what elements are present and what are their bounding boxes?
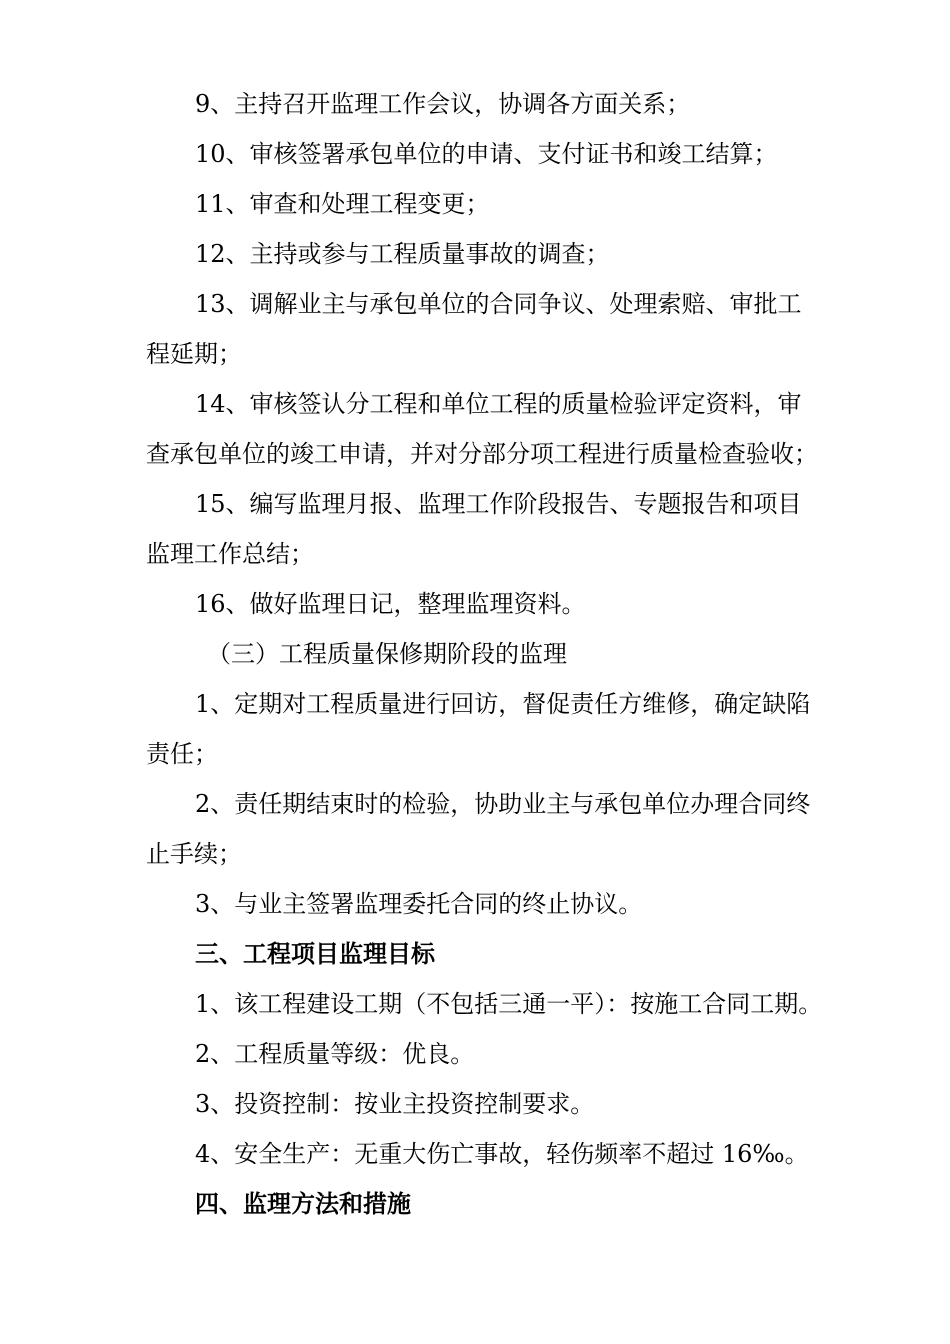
paragraph-line: 三、工程项目监理目标 <box>195 939 435 968</box>
paragraph-line: 15、编写监理月报、监理工作阶段报告、专题报告和项目 <box>195 490 802 518</box>
goal-item-4 <box>146 1129 846 1179</box>
list-item-15 <box>146 479 846 579</box>
paragraph-line: 16、做好监理日记，整理监理资料。 <box>195 590 586 618</box>
paragraph-line: 止手续； <box>146 840 242 868</box>
paragraph-line: 四、监理方法和措施 <box>195 1189 411 1218</box>
paragraph-line: 9、主持召开监理工作会议，协调各方面关系； <box>195 90 691 118</box>
paragraph-line: 4、安全生产：无重大伤亡事故，轻伤频率不超过 16‰。 <box>195 1140 809 1168</box>
paragraph-line: 查承包单位的竣工申请，并对分部分项工程进行质量检查验收； <box>146 440 818 468</box>
paragraph-line: 程延期； <box>146 340 242 368</box>
paragraph-line: 10、审核签署承包单位的申请、支付证书和竣工结算； <box>195 140 778 168</box>
paragraph-line: 12、主持或参与工程质量事故的调查； <box>195 240 610 268</box>
paragraph-line: 监理工作总结； <box>146 540 314 568</box>
goal-item-1 <box>146 979 846 1029</box>
list-item-13 <box>146 279 846 379</box>
list-item-14 <box>146 379 846 479</box>
goal-item-2 <box>146 1029 846 1079</box>
paragraph-line: 11、审查和处理工程变更； <box>195 190 490 218</box>
paragraph-line: 3、与业主签署监理委托合同的终止协议。 <box>195 890 643 918</box>
list-item-warranty-2 <box>146 779 846 879</box>
paragraph-line: 1、定期对工程质量进行回访，督促责任方维修，确定缺陷 <box>195 690 811 718</box>
list-item-16 <box>146 579 846 629</box>
goal-item-3 <box>146 1079 846 1129</box>
paragraph-line: 13、调解业主与承包单位的合同争议、处理索赔、审批工 <box>195 290 802 318</box>
paragraph-line: 14、审核签认分工程和单位工程的质量检验评定资料，审 <box>195 390 802 418</box>
list-item-9 <box>146 79 846 129</box>
paragraph-line: 1、该工程建设工期（不包括三通一平）：按施工合同工期。 <box>195 990 823 1018</box>
section-heading-4 <box>146 1179 846 1229</box>
paragraph-line: 3、投资控制：按业主投资控制要求。 <box>195 1090 595 1118</box>
list-item-12 <box>146 229 846 279</box>
list-item-10 <box>146 129 846 179</box>
paragraph-line: （三）工程质量保修期阶段的监理 <box>207 640 567 668</box>
paragraph-line: 2、工程质量等级：优良。 <box>195 1040 475 1068</box>
paragraph-line: 责任； <box>146 740 218 768</box>
list-item-warranty-3 <box>146 879 846 929</box>
paragraph-line: 2、责任期结束时的检验，协助业主与承包单位办理合同终 <box>195 790 811 818</box>
section-heading-3 <box>146 929 846 979</box>
subsection-heading <box>146 629 846 679</box>
list-item-11 <box>146 179 846 229</box>
list-item-warranty-1 <box>146 679 846 779</box>
